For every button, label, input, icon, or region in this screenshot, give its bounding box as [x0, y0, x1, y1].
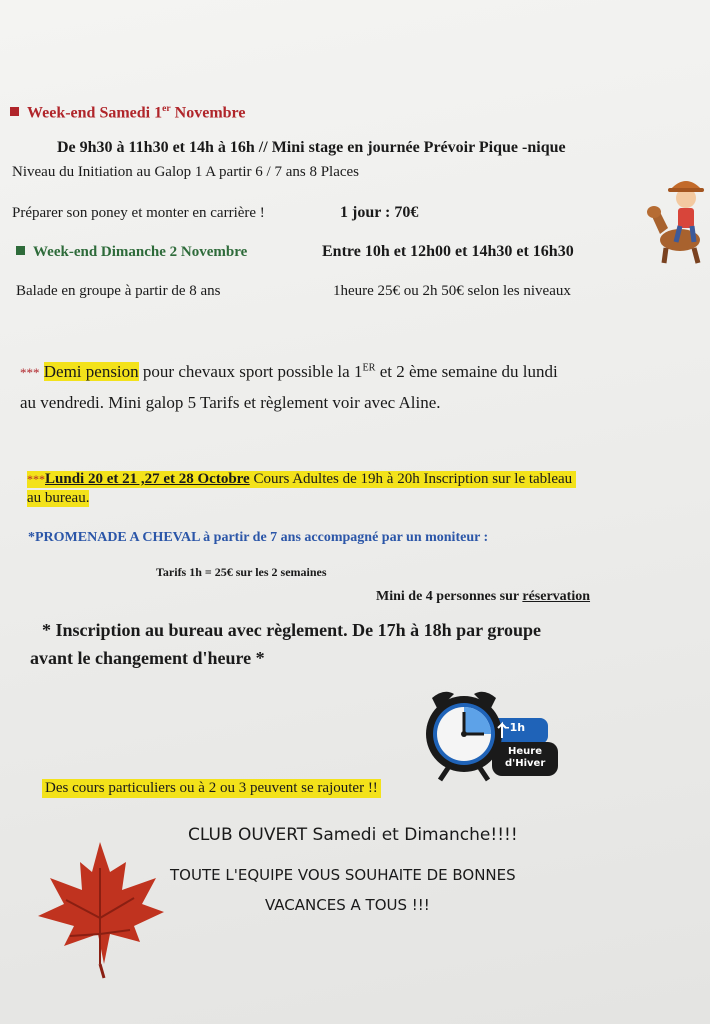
club-open: CLUB OUVERT Samedi et Dimanche!!!! [188, 825, 518, 845]
clock-shift-label: -1h [505, 721, 526, 734]
weekend-sunday-heading: Week-end Dimanche 2 Novembre [16, 244, 247, 261]
sunday-times: Entre 10h et 12h00 et 14h30 et 16h30 [322, 243, 574, 260]
clock-badge-line-1: Heure [508, 746, 542, 757]
saturday-price: 1 jour : 70€ [340, 204, 419, 221]
saturday-prepare: Préparer son poney et monter en carrière ! [12, 205, 265, 221]
saturday-schedule: De 9h30 à 11h30 et 14h à 16h // Mini stage en journée Prévoir Pique -nique [57, 139, 566, 156]
private-courses: Des cours particuliers ou à 2 ou 3 peuvent se rajouter !! [42, 779, 381, 798]
reservation-text: réservation [522, 589, 591, 604]
inscription-line-2: avant le changement d'heure * [30, 648, 265, 668]
farewell-line-1: TOUTE L'EQUIPE VOUS SOUHAITE DE BONNES [170, 866, 516, 884]
adult-courses-dates: Lundi 20 et 21 ,27 et 28 Octobre [45, 471, 250, 487]
weekend-saturday-heading: Week-end Samedi 1er Novembre [10, 103, 245, 122]
promenade-tarifs: Tarifs 1h = 25€ sur les 2 semaines [156, 565, 327, 579]
demi-pension-line-2: au vendredi. Mini galop 5 Tarifs et règlement voir avec Aline. [20, 393, 441, 412]
sunday-ride: Balade en groupe à partir de 8 ans [16, 283, 221, 299]
green-bullet-icon [16, 246, 25, 255]
maple-leaf-icon [30, 838, 168, 980]
demi-pension-line: *** Demi pension pour chevaux sport possible la 1ER et 2 ème semaine du lundi [20, 362, 558, 381]
saturday-level: Niveau du Initiation au Galop 1 A partir 6 / 7 ans 8 Places [12, 164, 360, 180]
adult-courses-line-2: au bureau. [27, 490, 90, 506]
cowboy-horse-icon [646, 168, 708, 266]
red-bullet-icon [10, 107, 19, 116]
inscription-line-1: * Inscription au bureau avec règlement. De 17h à 18h par groupe [42, 620, 542, 640]
promenade-heading: *PROMENADE A CHEVAL à partir de 7 ans accompagné par un moniteur : [28, 530, 489, 545]
demi-pension-label: Demi pension [43, 362, 139, 381]
sunday-ride-price: 1heure 25€ ou 2h 50€ selon les niveaux [333, 283, 571, 299]
promenade-minimum: Mini de 4 personnes sur réservation [376, 589, 591, 604]
clock-badge-line-2: d'Hiver [505, 758, 546, 769]
farewell-line-2: VACANCES A TOUS !!! [265, 896, 430, 914]
adult-courses-line: ***Lundi 20 et 21 ,27 et 28 Octobre Cours Adultes de 19h à 20h Inscription sur le tableau [27, 471, 576, 488]
